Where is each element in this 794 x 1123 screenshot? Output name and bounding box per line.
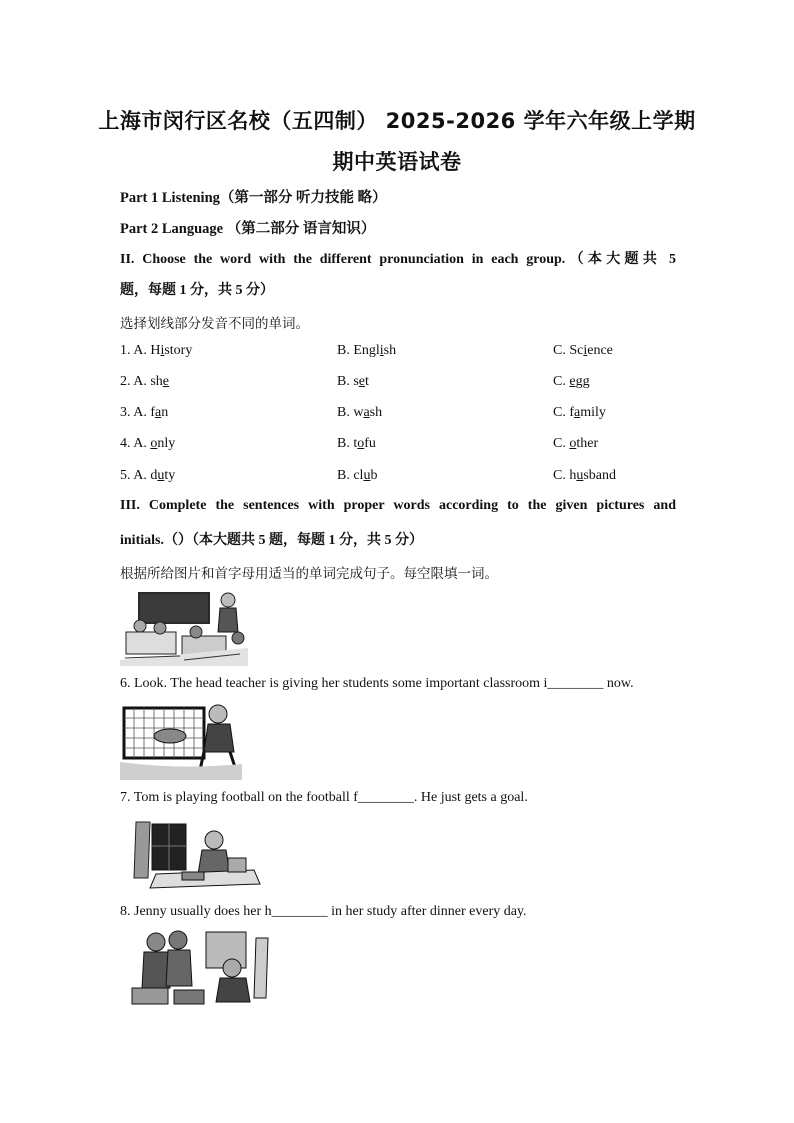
option-text: ther	[576, 436, 599, 451]
section2-instruction: 选择划线部分发音不同的单词。	[120, 316, 309, 332]
option-text: t	[365, 374, 369, 389]
option-text: ence	[587, 343, 613, 358]
q3-option-a	[120, 405, 168, 421]
option-text: B. w	[337, 405, 364, 420]
classroom-teacher-illustration	[120, 588, 248, 666]
q1-option-b	[337, 343, 396, 359]
option-text: C. f	[553, 405, 574, 420]
q4-option-a	[120, 436, 175, 452]
option-text: B. t	[337, 436, 358, 451]
section3-heading: III. Complete the sentences with proper words according to the given pictures and	[120, 498, 676, 513]
page-title: 上海市闵行区名校（五四制） 2025-2026 学年六年级上学期	[98, 109, 696, 133]
underlined-letter: o	[357, 436, 365, 451]
option-text: 2. A. sh	[120, 374, 163, 389]
option-text: ty	[164, 468, 176, 483]
question-8: 8. Jenny usually does her h________ in her study after dinner every day.	[120, 904, 527, 919]
underlined-letter: o	[569, 436, 577, 451]
option-text: n	[161, 405, 169, 420]
underlined-letter: u	[576, 468, 584, 483]
section2-heading-cont: 题，每题 1 分，共 5 分）	[120, 283, 274, 298]
underlined-letter: e	[162, 374, 170, 389]
q4-option-b	[337, 436, 376, 452]
option-text: nly	[157, 436, 176, 451]
underlined-letter: i	[583, 343, 588, 358]
underlined-letter: a	[363, 405, 370, 420]
q2-option-c	[553, 374, 590, 390]
q2-option-b	[337, 374, 369, 390]
option-text: mily	[580, 405, 606, 420]
underlined-letter: e	[569, 374, 576, 389]
question-6: 6. Look. The head teacher is giving her students some important classroom i________ now.	[120, 676, 634, 691]
underlined-letter: a	[155, 405, 162, 420]
part2-heading: Part 2 Language （第二部分 语言知识）	[120, 221, 376, 237]
option-text: b	[370, 468, 378, 483]
underlined-letter: u	[363, 468, 371, 483]
section3-instruction: 根据所给图片和首字母用适当的单词完成句子。每空限填一词。	[120, 566, 498, 582]
football-goal-illustration	[120, 700, 242, 780]
option-text: fu	[364, 436, 376, 451]
underlined-letter: a	[574, 405, 581, 420]
underlined-letter: e	[358, 374, 366, 389]
family-shopping-illustration	[126, 928, 274, 1010]
q5-option-a	[120, 468, 175, 484]
underlined-letter: i	[160, 343, 165, 358]
option-text: sband	[583, 468, 617, 483]
part1-heading: Part 1 Listening（第一部分 听力技能 略）	[120, 190, 387, 206]
q1-option-a	[120, 343, 192, 359]
q1-option-c	[553, 343, 613, 359]
option-text: 5. A. d	[120, 468, 158, 483]
option-text: 3. A. f	[120, 405, 155, 420]
q5-option-c	[553, 468, 616, 484]
question-7: 7. Tom is playing football on the football f________. He just gets a goal.	[120, 790, 528, 805]
section3-heading-cont: initials.（）（本大题共 5 题，每题 1 分，共 5 分）	[120, 533, 423, 548]
section2-heading: II. Choose the word with the different pronunciation in each group.（本大题共 5	[120, 252, 676, 267]
page-subtitle: 期中英语试卷	[332, 150, 462, 174]
q3-option-c	[553, 405, 606, 421]
option-text: B. cl	[337, 468, 364, 483]
option-text: C.	[553, 374, 570, 389]
option-text: sh	[383, 343, 397, 358]
option-text: 1. A. H	[120, 343, 161, 358]
study-desk-illustration	[126, 818, 266, 894]
option-text: C. Sc	[553, 343, 584, 358]
underlined-letter: u	[157, 468, 165, 483]
option-text: B. Engl	[337, 343, 380, 358]
option-text: gg	[575, 374, 590, 389]
q3-option-b	[337, 405, 382, 421]
option-text: story	[164, 343, 193, 358]
option-text: C.	[553, 436, 570, 451]
option-text: C. h	[553, 468, 577, 483]
option-text: B. s	[337, 374, 359, 389]
underlined-letter: o	[150, 436, 158, 451]
q4-option-c	[553, 436, 598, 452]
option-text: 4. A.	[120, 436, 151, 451]
underlined-letter: i	[379, 343, 384, 358]
q5-option-b	[337, 468, 377, 484]
option-text: sh	[369, 405, 383, 420]
q2-option-a	[120, 374, 169, 390]
